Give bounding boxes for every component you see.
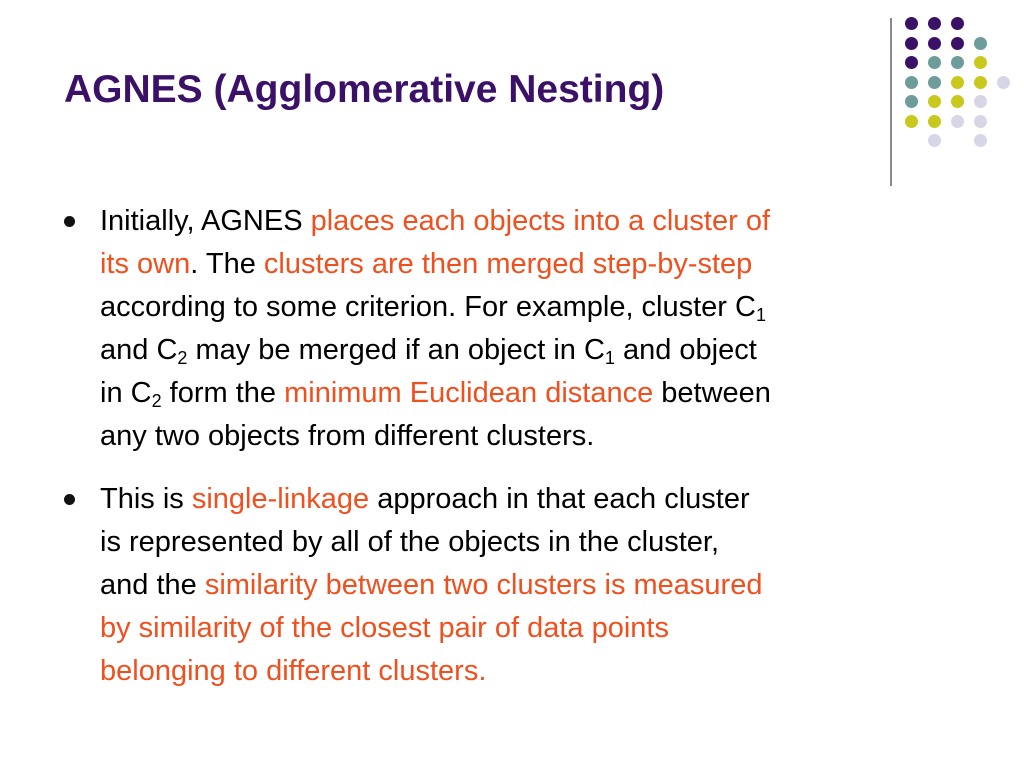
bullet-dot-icon [64,494,75,505]
subscript: 1 [604,348,615,368]
highlighted-text: places each objects into a cluster of [310,205,771,237]
title-divider [890,18,892,186]
decor-dot-teal [928,56,941,69]
highlighted-text: belonging to different clusters. [100,655,487,687]
text-run: according to some criterion. For example, cluster C [100,291,756,323]
highlighted-text: similarity between two clusters is measured [204,569,763,601]
bullet-text [100,478,970,693]
decor-dot-purple [905,37,918,50]
text-line [100,607,970,650]
highlighted-text: its own [100,248,191,280]
decor-dot-teal [905,95,918,108]
highlighted-text: clusters are then merged step-by-step [263,248,753,280]
decor-dot-lavender [974,115,987,128]
subscript: 2 [151,391,162,411]
text-run: any two objects from different clusters. [100,420,595,452]
decor-dot-lavender [997,76,1010,89]
decor-dot-teal [905,76,918,89]
text-run: is represented by all of the objects in the cluster, [100,526,720,558]
text-run: may be merged if an object in C [187,334,605,366]
text-run: Initially, AGNES [100,205,311,237]
decor-dot-yellow [928,115,941,128]
decorative-dot-grid [905,17,1017,163]
slide-title: AGNES (Agglomerative Nesting) [64,68,665,111]
decor-dot-yellow [951,76,964,89]
text-run: form the [161,377,285,409]
decor-dot-lavender [928,134,941,147]
decor-dot-lavender [951,115,964,128]
text-run: and the [100,569,205,601]
text-run: approach in that each cluster [369,483,750,515]
text-line [100,200,970,243]
text-run: . The [190,248,264,280]
decor-dot-teal [928,76,941,89]
decor-dot-lavender [974,95,987,108]
subscript: 1 [755,305,766,325]
text-run: between [653,377,771,409]
decor-dot-purple [928,17,941,30]
bullet-dot-icon [64,216,75,227]
text-line [100,243,970,286]
decor-dot-purple [905,56,918,69]
subscript: 2 [177,348,188,368]
highlighted-text: minimum Euclidean distance [284,377,654,409]
highlighted-text: single-linkage [191,483,370,515]
decor-dot-lavender [974,134,987,147]
text-run: in C [100,377,152,409]
text-line [100,329,970,372]
decor-dot-purple [951,17,964,30]
decor-dot-purple [928,37,941,50]
bullet-item-agnes-initial [100,200,970,458]
decor-dot-yellow [974,56,987,69]
decor-dot-purple [951,37,964,50]
bullet-text [100,200,970,458]
text-line [100,521,970,564]
text-run: and C [100,334,178,366]
text-line [100,650,970,693]
decor-dot-yellow [905,115,918,128]
text-run: and object [614,334,757,366]
decor-dot-purple [905,17,918,30]
decor-dot-yellow [951,95,964,108]
decor-dot-teal [974,37,987,50]
decor-dot-yellow [928,95,941,108]
text-line [100,478,970,521]
decor-dot-teal [951,56,964,69]
highlighted-text: by similarity of the closest pair of data points [100,612,669,644]
text-line [100,564,970,607]
text-run: This is [100,483,192,515]
decor-dot-yellow [974,76,987,89]
text-line [100,286,970,329]
text-line [100,415,970,458]
text-line [100,372,970,415]
bullet-item-single-linkage [100,478,970,693]
